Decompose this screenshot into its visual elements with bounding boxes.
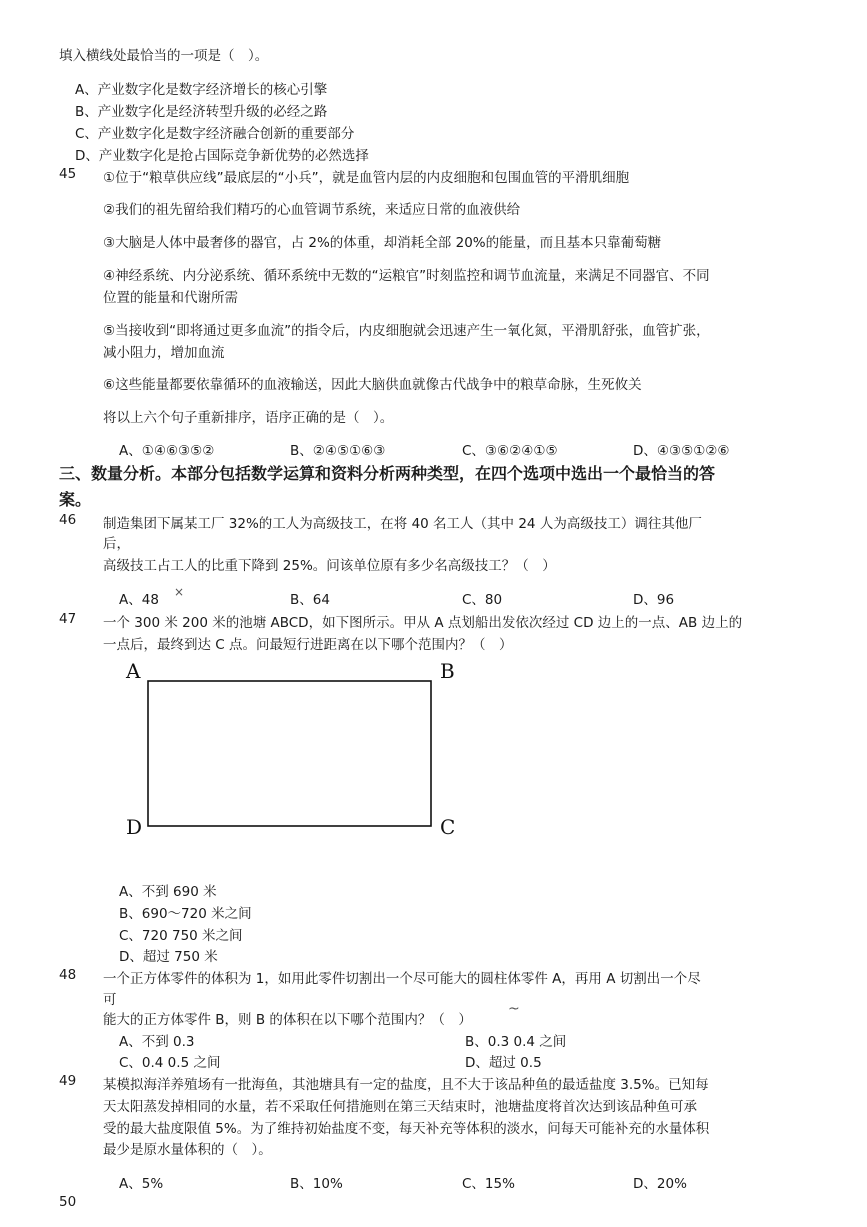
section-heading-line1: 三、数量分析。本部分包括数学运算和资料分析两种类型，在四个选项中选出一个最恰当的答	[59, 464, 716, 483]
pond-rectangle	[148, 681, 431, 826]
question-number: 47	[59, 611, 77, 627]
option-c: C、产业数字化是数字经济融合创新的重要部分	[75, 126, 355, 142]
option-b: B、690～720 米之间	[119, 906, 252, 922]
option-b: B、0.3 0.4 之间	[465, 1034, 567, 1050]
option-a: A、①④⑥③⑤②	[119, 443, 215, 459]
option-a: A、不到 0.3	[119, 1034, 195, 1050]
question-line2: 后，	[103, 536, 130, 552]
sentence-4-line1: ④神经系统、内分泌系统、循环系统中无数的“运粮官”时刻监控和调节血流量，来满足不同器官、不同	[103, 268, 710, 284]
option-b: B、产业数字化是经济转型升级的必经之路	[75, 104, 328, 120]
question-line1: 某模拟海洋养殖场有一批海鱼，其池塘具有一定的盐度，且不大于该品种鱼的最适盐度 3.5%。已知每	[103, 1077, 709, 1093]
option-a: A、不到 690 米	[119, 884, 217, 900]
sentence-2: ②我们的祖先留给我们精巧的心血管调节系统，来适应日常的血液供给	[103, 202, 521, 218]
option-d: D、超过 750 米	[119, 949, 218, 965]
vertex-label-b: B	[440, 659, 455, 683]
question-line3: 受的最大盐度限值 5%。为了维持初始盐度不变，每天补充等体积的淡水，问每天可能补充的水量体积	[103, 1121, 710, 1137]
question-line1: 一个正方体零件的体积为 1，如用此零件切割出一个尽可能大的圆柱体零件 A，再用 A 切割出一个尽	[103, 971, 701, 987]
question-number: 48	[59, 967, 77, 983]
sentence-5-line2: 减小阻力，增加血流	[103, 345, 225, 361]
pond-diagram	[120, 655, 465, 845]
vertex-label-a: A	[126, 659, 141, 683]
option-c: C、80	[462, 592, 503, 608]
question-intro: 填入横线处最恰当的一项是（ ）。	[59, 48, 269, 64]
option-b: B、10%	[290, 1176, 343, 1192]
sentence-5-line1: ⑤当接收到“即将通过更多血流”的指令后，内皮细胞就会迅速产生一氧化氮，平滑肌舒张，血管扩张，	[103, 323, 710, 339]
option-c: C、720 750 米之间	[119, 928, 243, 944]
question-line3: 高级技工占工人的比重下降到 25%。问该单位原有多少名高级技工？（ ）	[103, 558, 556, 574]
question-line1: 一个 300 米 200 米的池塘 ABCD，如下图所示。甲从 A 点划船出发依次经过 CD 边上的一点、AB 边上的	[103, 615, 743, 631]
sentence-6: ⑥这些能量都要依靠循环的血液输送，因此大脑供血就像古代战争中的粮草命脉，生死攸关	[103, 377, 642, 393]
option-d: D、96	[633, 592, 675, 608]
question-prompt: 将以上六个句子重新排序，语序正确的是（ ）。	[103, 410, 394, 426]
option-d: D、产业数字化是抢占国际竞争新优势的必然选择	[75, 148, 369, 164]
option-c: C、③⑥②④①⑤	[462, 443, 558, 459]
question-number: 50	[59, 1194, 77, 1210]
sentence-1: ①位于“粮草供应线”最底层的“小兵”，就是血管内层的内皮细胞和包围血管的平滑肌细胞	[103, 170, 630, 186]
question-line2: 可	[103, 992, 117, 1008]
option-a: A、5%	[119, 1176, 164, 1192]
sentence-3: ③大脑是人体中最奢侈的器官，占 2%的体重，却消耗全部 20%的能量，而且基本只靠葡萄糖	[103, 235, 662, 251]
vertex-label-d: D	[126, 815, 143, 839]
option-b: B、②④⑤①⑥③	[290, 443, 386, 459]
option-d: D、④③⑤①②⑥	[633, 443, 730, 459]
question-number: 49	[59, 1073, 77, 1089]
question-line1: 制造集团下属某工厂 32%的工人为高级技工，在将 40 名工人（其中 24 人为高级技工）调往其他厂	[103, 516, 702, 532]
option-a: A、48	[119, 592, 159, 608]
vertex-label-c: C	[440, 815, 456, 839]
question-line4: 最少是原水量体积的（ ）。	[103, 1142, 272, 1158]
option-c: C、0.4 0.5 之间	[119, 1055, 221, 1071]
question-line3: 能大的正方体零件 B，则 B 的体积在以下哪个范围内？（ ）	[103, 1012, 472, 1028]
option-d: D、20%	[633, 1176, 687, 1192]
tilde-mark-icon: ~	[508, 1001, 520, 1017]
question-number: 45	[59, 166, 77, 182]
option-a: A、产业数字化是数字经济增长的核心引擎	[75, 82, 328, 98]
question-line2: 天太阳蒸发掉相同的水量，若不采取任何措施则在第三天结束时，池塘盐度将首次达到该品种鱼可承	[103, 1099, 697, 1115]
option-d: D、超过 0.5	[465, 1055, 542, 1071]
question-line2: 一点后，最终到达 C 点。问最短行进距离在以下哪个范围内？（ ）	[103, 637, 513, 653]
cross-mark-icon: ×	[174, 585, 185, 599]
sentence-4-line2: 位置的能量和代谢所需	[103, 290, 238, 306]
option-c: C、15%	[462, 1176, 515, 1192]
question-number: 46	[59, 512, 77, 528]
option-b: B、64	[290, 592, 330, 608]
section-heading-line2: 案。	[59, 490, 92, 509]
